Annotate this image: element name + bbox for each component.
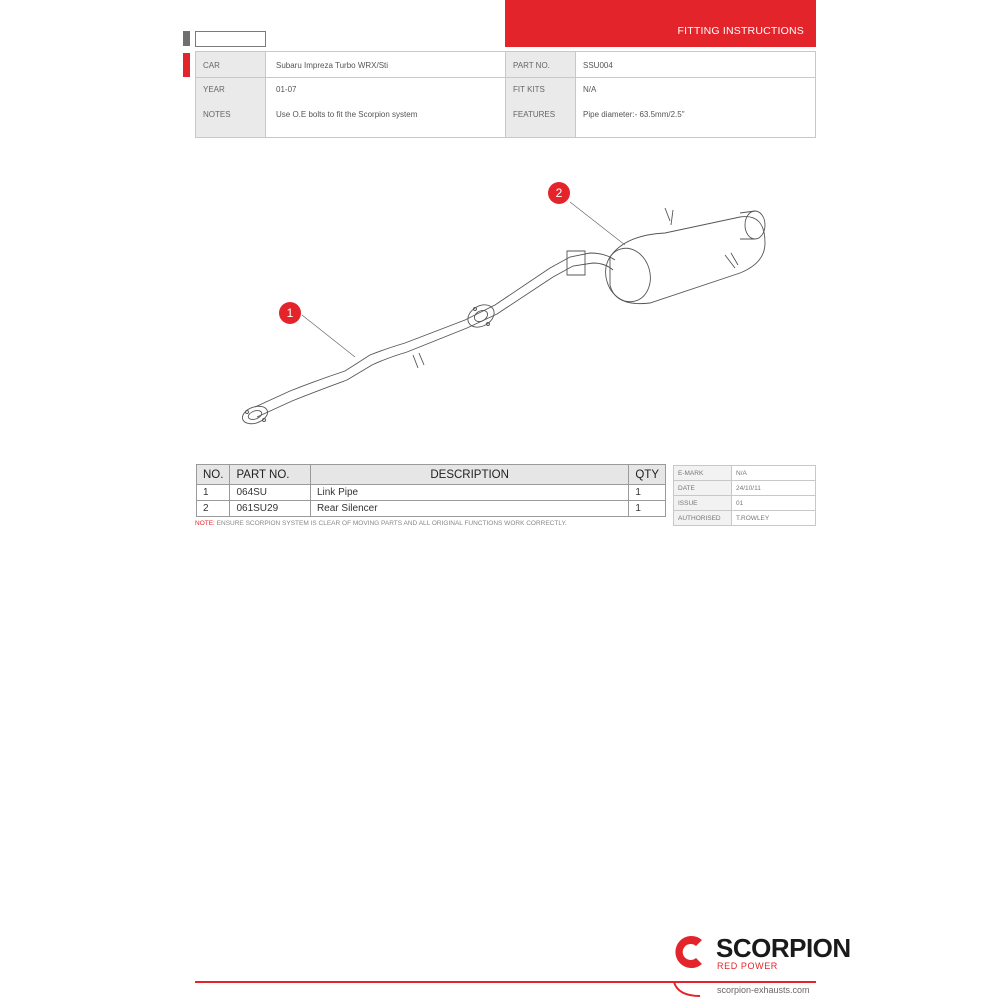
row-no: 1 <box>197 485 230 501</box>
header-banner <box>505 0 816 47</box>
leader-line-2 <box>570 202 625 245</box>
row-description: Rear Silencer <box>310 501 628 517</box>
row-no: 2 <box>197 501 230 517</box>
brand-tagline: RED POWER <box>717 961 778 971</box>
part-no-label: PART NO. <box>513 61 550 70</box>
header-no: NO. <box>197 465 230 485</box>
meta-key: DATE <box>674 481 732 496</box>
year-value: 01-07 <box>276 85 297 94</box>
meta-key: ISSUE <box>674 496 732 511</box>
meta-key: AUTHORISED <box>674 511 732 526</box>
title-box <box>195 31 266 47</box>
silencer-hanger <box>665 208 673 225</box>
meta-value: T.ROWLEY <box>732 511 816 526</box>
table-row <box>674 481 816 496</box>
header-qty: QTY <box>629 465 666 485</box>
rear-silencer-body <box>610 217 765 304</box>
table-row <box>674 511 816 526</box>
leader-line-1 <box>302 315 355 357</box>
link-pipe <box>255 268 550 407</box>
meta-value: N/A <box>732 466 816 481</box>
divider <box>505 52 506 137</box>
fit-kits-value: N/A <box>583 85 597 94</box>
callout-1: 1 <box>279 302 301 324</box>
row-part-no: 064SU <box>230 485 311 501</box>
silencer-inlet-pipe <box>550 253 615 268</box>
row-qty: 1 <box>629 485 666 501</box>
header-description: DESCRIPTION <box>310 465 628 485</box>
exhaust-diagram <box>195 165 816 455</box>
callout-2: 2 <box>548 182 570 204</box>
brand-name: SCORPION <box>716 933 851 963</box>
note-text: ENSURE SCORPION SYSTEM IS CLEAR OF MOVING PARTS AND ALL ORIGINAL FUNCTIONS WORK CORRECTLY. <box>214 520 567 527</box>
year-label: YEAR <box>203 85 225 94</box>
meta-key: E-MARK <box>674 466 732 481</box>
divider <box>196 77 815 78</box>
website-link[interactable]: scorpion-exhausts.com <box>717 985 810 995</box>
fitting-note <box>195 520 567 527</box>
part-no-value: SSU004 <box>583 61 613 70</box>
header-part-no: PART NO. <box>230 465 311 485</box>
grey-marker <box>183 31 190 46</box>
row-description: Link Pipe <box>310 485 628 501</box>
note-label: NOTE: <box>195 520 215 527</box>
features-value: Pipe diameter:- 63.5mm/2.5" <box>583 110 685 119</box>
link-pipe-hanger <box>413 353 424 368</box>
meta-value: 24/10/11 <box>732 481 816 496</box>
notes-label: NOTES <box>203 110 231 119</box>
car-value: Subaru Impreza Turbo WRX/Sti <box>276 61 389 70</box>
table-row <box>197 485 666 501</box>
vehicle-info-table <box>195 51 816 138</box>
red-marker <box>183 53 190 77</box>
table-row <box>674 466 816 481</box>
parts-table <box>196 464 666 517</box>
footer-rule <box>195 981 816 983</box>
notes-value: Use O.E bolts to fit the Scorpion system <box>276 110 418 119</box>
table-row <box>674 496 816 511</box>
parts-table-header <box>197 465 666 485</box>
scorpion-logo-icon <box>672 934 714 970</box>
divider <box>575 52 576 137</box>
table-row <box>197 501 666 517</box>
tailpipe <box>745 211 765 239</box>
fit-kits-label: FIT KITS <box>513 85 545 94</box>
link-pipe-edge <box>257 277 553 417</box>
footer-swoosh-icon <box>672 968 702 998</box>
divider <box>265 52 266 137</box>
front-flange <box>240 403 270 427</box>
banner-title: FITTING INSTRUCTIONS <box>677 25 804 37</box>
meta-value: 01 <box>732 496 816 511</box>
row-qty: 1 <box>629 501 666 517</box>
document-meta-table <box>673 465 816 526</box>
features-label: FEATURES <box>513 110 556 119</box>
row-part-no: 061SU29 <box>230 501 311 517</box>
car-label: CAR <box>203 61 220 70</box>
